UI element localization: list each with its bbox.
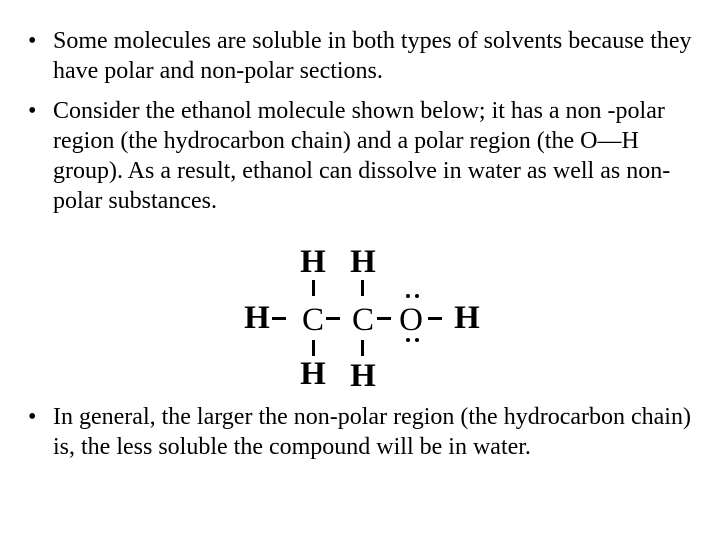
lone-pair-dot-bottom-1 <box>406 338 410 342</box>
atom-h-bottom-2: H <box>350 358 376 394</box>
bullet-item <box>28 402 698 462</box>
bond-o-h <box>428 317 442 320</box>
bullet-icon: • <box>28 98 37 124</box>
lone-pair-dot-bottom-2 <box>415 338 419 342</box>
bullet-icon: • <box>28 28 37 54</box>
atom-h-left: H <box>244 300 270 336</box>
bullet-item <box>28 26 698 86</box>
bond-c2-o <box>377 317 391 320</box>
bond-c2-h-top <box>361 280 364 296</box>
bond-c1-h-top <box>312 280 315 296</box>
atom-c2: C <box>351 302 374 338</box>
atom-o: O <box>399 302 423 338</box>
atom-c1: C <box>301 302 324 338</box>
ethanol-structure-diagram <box>240 238 500 394</box>
bond-c2-h-bottom <box>361 340 364 356</box>
bond-h-c1 <box>272 317 286 320</box>
atom-h-right: H <box>454 300 480 336</box>
bullet-icon: • <box>28 404 37 430</box>
bullet-item <box>28 96 698 216</box>
bond-c1-c2 <box>326 317 340 320</box>
bullet-text: In general, the larger the non-polar region (the hydrocarbon chain) is, the less soluble the compound will be in water. <box>53 404 691 460</box>
bullet-text: Some molecules are soluble in both types of solvents because they have polar and non-polar sections. <box>53 28 692 84</box>
atom-h-top-1: H <box>300 244 326 280</box>
atom-h-bottom-1: H <box>300 356 326 392</box>
bullet-text: Consider the ethanol molecule shown below; it has a non -polar region (the hydrocarbon chain) and a polar region (the O—H group). As a result, ethanol can dissolve in water as well as non-polar substances. <box>53 98 671 214</box>
atom-h-top-2: H <box>350 244 376 280</box>
lone-pair-dot-top-1 <box>406 294 410 298</box>
bond-c1-h-bottom <box>312 340 315 356</box>
lone-pair-dot-top-2 <box>415 294 419 298</box>
